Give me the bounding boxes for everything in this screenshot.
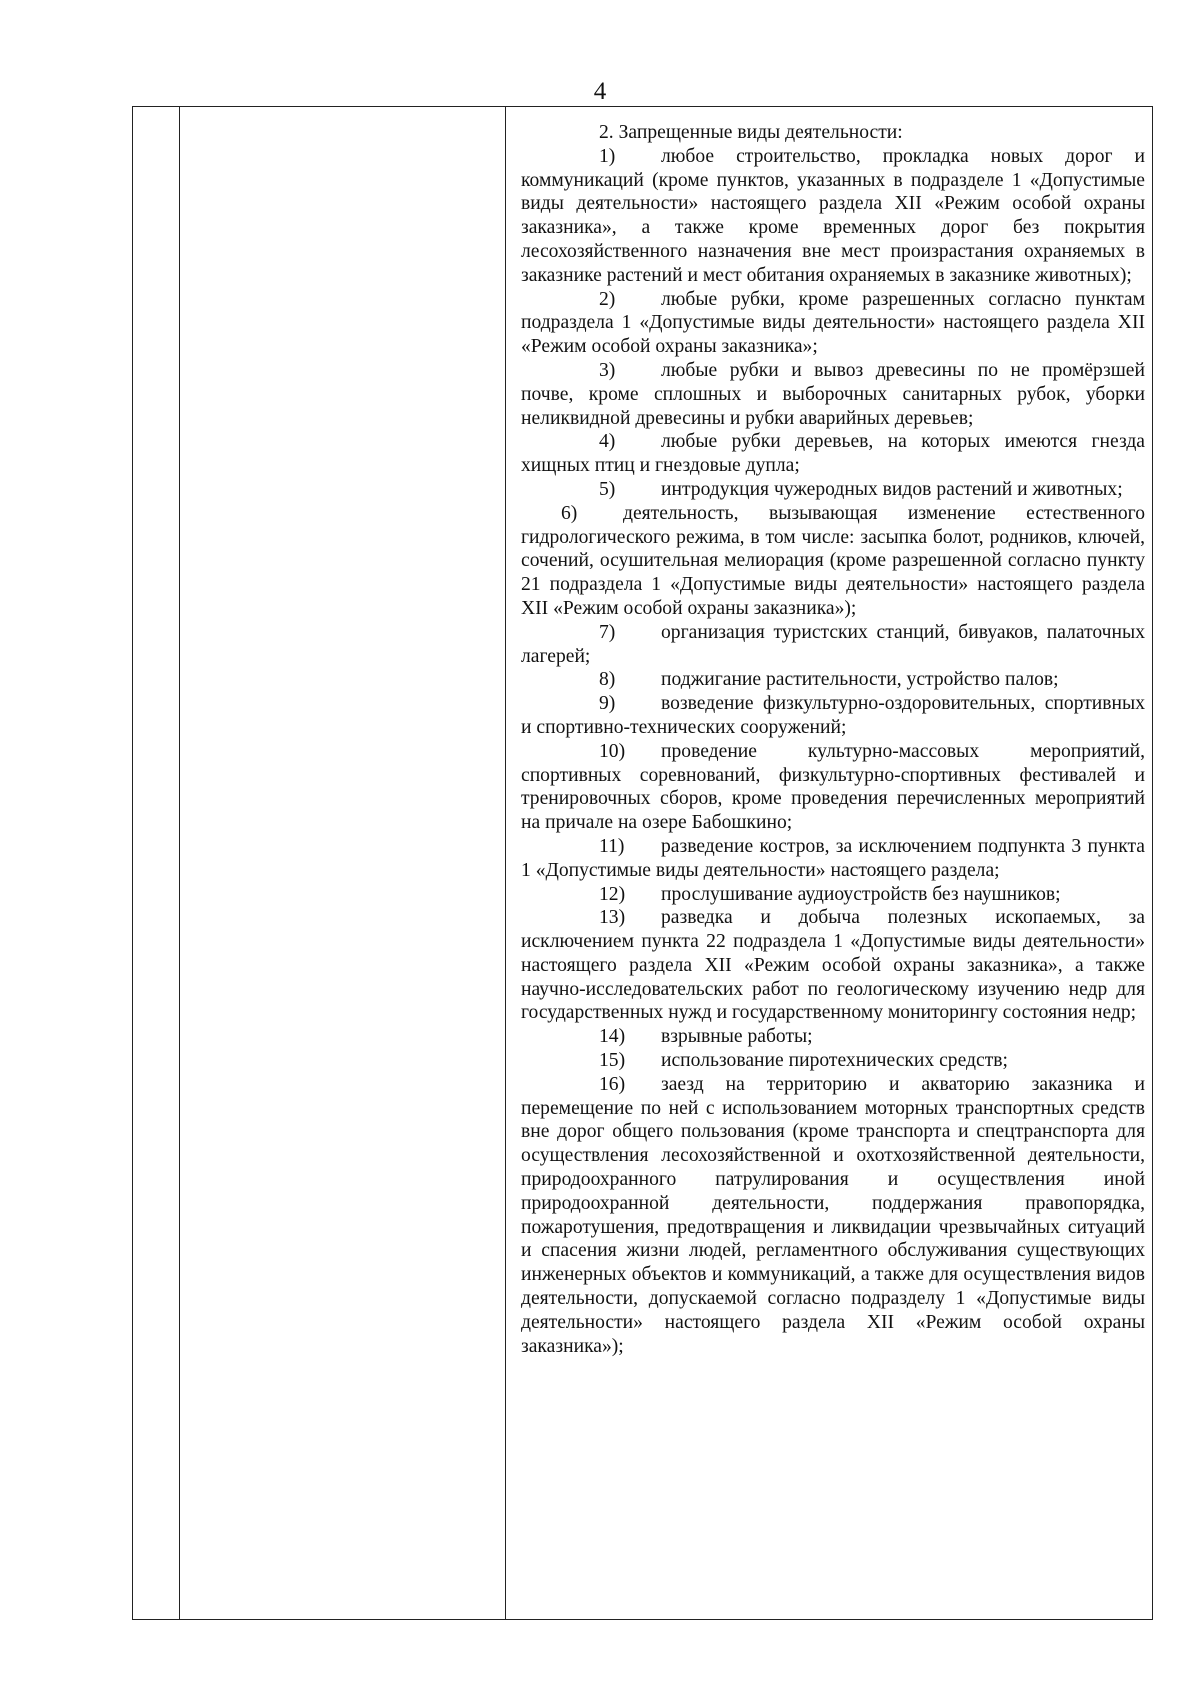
list-item bbox=[521, 906, 1145, 1025]
item-text: интродукция чужеродных видов растений и животных; bbox=[661, 478, 1123, 500]
item-text: проведение культурно-массовых мероприятий, спортивных соревнований, физкультурно-спортивных фестивалей и тренировочных сборов, кроме проведения перечисленных мероприятий на причале на озере Бабошкино; bbox=[521, 740, 1145, 834]
item-number: 3) bbox=[599, 359, 616, 381]
list-item bbox=[521, 430, 1145, 478]
prohibited-activities-cell bbox=[521, 121, 1145, 1358]
page-number: 4 bbox=[593, 78, 607, 105]
item-text: прослушивание аудиоустройств без наушников; bbox=[661, 883, 1061, 905]
item-number: 15) bbox=[599, 1050, 626, 1072]
item-number: 11) bbox=[599, 835, 625, 857]
list-item bbox=[521, 835, 1145, 883]
item-text: заезд на территорию и акваторию заказника и перемещение по ней с использованием моторных транспортных средств вне дорог общего пользования (кроме транспорта и спецтранспорта для осуществления лесохозяйственной и охотхозяйственной деятельности, природоохранного патрулирования и осуществления иной природоохранной деятельности, поддержания правопорядка, пожаротушения, предотвращения и ликвидации чрезвычайных ситуаций и спасения жизни людей, регламентного обслуживания существующих инженерных объектов и коммуникаций, а также для осуществления видов деятельности, допускаемой согласно подразделу 1 «Допустимые виды деятельности» настоящего раздела XII «Режим особой охраны заказника»); bbox=[521, 1073, 1145, 1357]
item-number: 2) bbox=[599, 288, 616, 310]
list-item bbox=[521, 883, 1145, 907]
item-number: 6) bbox=[561, 502, 578, 524]
item-text: деятельность, вызывающая изменение естественного гидрологического режима, в том числе: засыпка болот, родников, ключей, сочений, осушительная мелиорация (кроме разрешенной согласно пункту 21 подраздела 1 «Допустимые виды деятельности» настоящего раздела XII «Режим особой охраны заказника»); bbox=[521, 502, 1145, 619]
item-number: 7) bbox=[599, 621, 616, 643]
item-text: любые рубки деревьев, на которых имеются гнезда хищных птиц и гнездовые дупла; bbox=[521, 431, 1145, 477]
item-text: использование пиротехнических средств; bbox=[661, 1050, 1008, 1072]
list-item bbox=[521, 478, 1145, 502]
list-item bbox=[521, 359, 1145, 430]
item-number: 5) bbox=[599, 478, 616, 500]
item-number: 10) bbox=[599, 740, 626, 762]
item-text: любые рубки и вывоз древесины по не промёрзшей почве, кроме сплошных и выборочных санитарных рубок, уборки неликвидной древесины и рубки аварийных деревьев; bbox=[521, 359, 1145, 429]
item-number: 12) bbox=[599, 883, 626, 905]
list-item bbox=[521, 621, 1145, 669]
list-item bbox=[521, 740, 1145, 835]
item-number: 1) bbox=[599, 145, 616, 167]
item-number: 13) bbox=[599, 907, 626, 929]
list-item bbox=[521, 288, 1145, 359]
list-item bbox=[521, 1025, 1145, 1049]
item-text: взрывные работы; bbox=[661, 1026, 813, 1048]
list-item bbox=[521, 1049, 1145, 1073]
prohibited-activities-list bbox=[521, 145, 1145, 1359]
item-number: 14) bbox=[599, 1026, 626, 1048]
item-number: 9) bbox=[599, 693, 616, 715]
item-text: поджигание растительности, устройство палов; bbox=[661, 669, 1059, 691]
list-item bbox=[521, 692, 1145, 740]
item-text: возведение физкультурно-оздоровительных, спортивных и спортивно-технических сооружений; bbox=[521, 693, 1145, 738]
section-heading: 2. Запрещенные виды деятельности: bbox=[599, 122, 903, 143]
item-text: разведение костров, за исключением подпункта 3 пункта 1 «Допустимые виды деятельности» настоящего раздела; bbox=[521, 835, 1145, 881]
item-number: 16) bbox=[599, 1073, 626, 1095]
item-text: любое строительство, прокладка новых дорог и коммуникаций (кроме пунктов, указанных в подразделе 1 «Допустимые виды деятельности» настоящего раздела XII «Режим особой охраны заказника», а также кроме временных дорог без покрытия лесохозяйственного назначения вне мест произрастания охраняемых в заказнике растений и мест обитания охраняемых в заказнике животных); bbox=[521, 145, 1145, 286]
list-item bbox=[521, 145, 1145, 288]
item-text: организация туристских станций, бивуаков, палаточных лагерей; bbox=[521, 621, 1145, 667]
document-table bbox=[132, 106, 1153, 1620]
column-divider bbox=[179, 107, 180, 1619]
column-divider bbox=[505, 107, 506, 1619]
list-item bbox=[521, 502, 1145, 621]
item-text: любые рубки, кроме разрешенных согласно пунктам подраздела 1 «Допустимые виды деятельности» настоящего раздела XII «Режим особой охраны заказника»; bbox=[521, 288, 1145, 358]
list-item bbox=[521, 668, 1145, 692]
list-item bbox=[521, 1073, 1145, 1359]
item-text: разведка и добыча полезных ископаемых, за исключением пункта 22 подраздела 1 «Допустимые виды деятельности» настоящего раздела XII «Режим особой охраны заказника», а также научно-исследовательских работ по геологическому изучению недр для государственных нужд и государственному мониторингу состояния недр; bbox=[521, 907, 1145, 1024]
item-number: 4) bbox=[599, 431, 616, 453]
item-number: 8) bbox=[599, 669, 616, 691]
